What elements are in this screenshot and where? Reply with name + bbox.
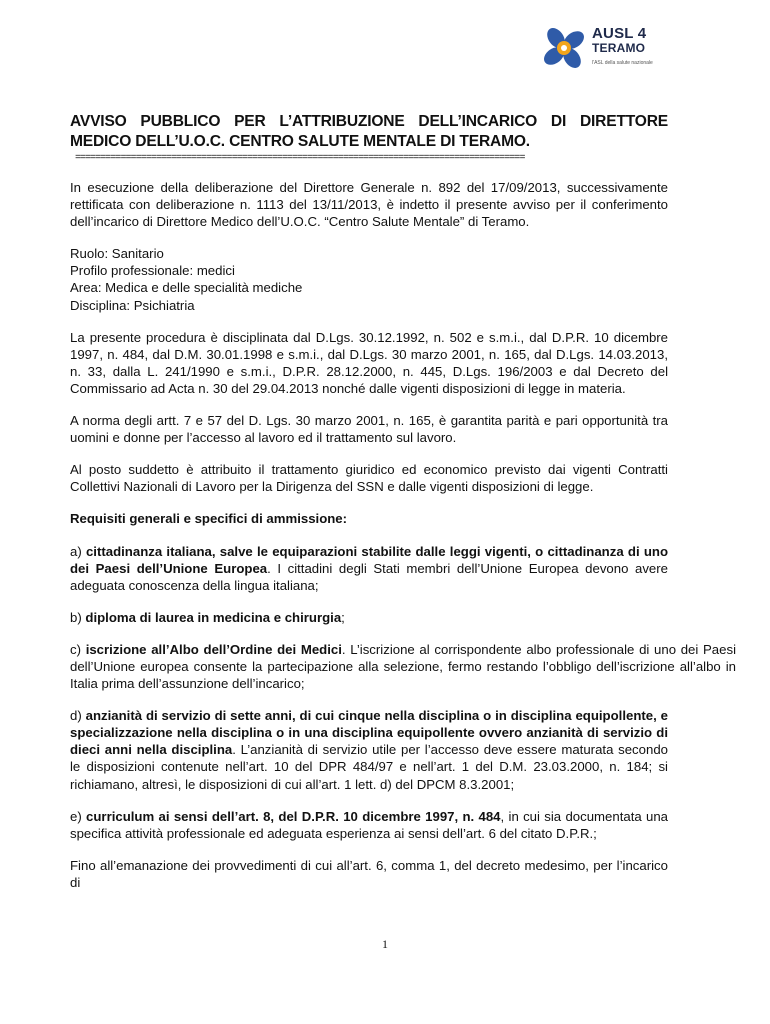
requirement-a: a) cittadinanza italiana, salve le equiparazioni stabilite dalle leggi vigenti, o cittadinanza di uno dei Paesi dell’Unione Europea. I cittadini degli Stati membri dell’Unione Europea devono avere adeguata conoscenza della lingua italiana;	[70, 543, 669, 593]
document-title: AVVISO PUBBLICO PER L’ATTRIBUZIONE DELL’INCARICO DI DIRETTORE MEDICO DELL’U.O.C. CENTRO SALUTE MENTALE DI TERAMO.	[70, 113, 668, 150]
requirements-heading: Requisiti generali e specifici di ammissione:	[70, 511, 348, 527]
separator-line: =========================================================================================	[75, 153, 525, 164]
logo-city: TERAMO	[592, 41, 646, 55]
requirement-d: d) anzianità di servizio di sette anni, di cui cinque nella disciplina o in disciplina equipollente, e specializzazione nella disciplina o in una disciplina equipollente ovvero anzianità di servizio di dieci anni nella disciplina. L’anzianità di servizio utile per l’accesso deve essere maturata secondo le disposizioni contenute nell’art. 10 del DPR 484/97 e nell’art. 1 del D.M. 23.03.2000, n. 184; si richiamano, altresì, le disposizioni di cui all’art. 1 lett. d) del DPCM 8.3.2001;	[70, 708, 669, 792]
role-area: Area: Medica e delle specialità mediche	[70, 280, 303, 296]
logo-tagline: l'ASL della salute nazionale	[592, 60, 653, 66]
role-profilo: Profilo professionale: medici	[70, 263, 235, 279]
page-number: 1	[382, 937, 388, 951]
requirement-b: b) diploma di laurea in medicina e chirurgia;	[70, 609, 345, 625]
intro-paragraph: In esecuzione della deliberazione del Direttore Generale n. 892 del 17/09/2013, successivamente rettificata con deliberazione n. 1113 del 13/11/2013, è indetto il presente avviso per il conferimento dell’incarico di Direttore Medico dell’U.O.C. “Centro Salute Mentale” di Teramo.	[70, 180, 668, 230]
closing-paragraph: Fino all’emanazione dei provvedimenti di cui all’art. 6, comma 1, del decreto medesimo, per l’incarico di	[70, 857, 668, 890]
procedure-paragraph: La presente procedura è disciplinata dal D.Lgs. 30.12.1992, n. 502 e s.m.i., dal D.P.R. 10 dicembre 1997, n. 484, dal D.M. 30.01.1998 e s.m.i., dal D.Lgs. 30 marzo 2001, n. 165, dal D.Lgs. 14.03.2013, n. 33, dalla L. 241/1990 e s.m.i., D.P.R. 28.12.2000, n. 445, D.Lgs. 196/2003 e dal Decreto del Commissario ad Acta n. 30 del 29.04.2013 nonché dalle vigenti disposizioni di legge in materia.	[70, 329, 668, 396]
logo-name: AUSL 4	[592, 25, 647, 42]
ausl-logo	[538, 22, 653, 74]
role-disciplina: Disciplina: Psichiatria	[70, 297, 195, 313]
requirement-c: c) iscrizione all’Albo dell’Ordine dei Medici. L’iscrizione al corrispondente albo professionale di uno dei Paesi dell’Unione europea consente la partecipazione alla selezione, fermo restando l’obbligo dell’iscrizione all’albo in Italia prima dell’assunzione dell’incarico;	[70, 641, 737, 692]
ausl-pinwheel-icon	[538, 22, 590, 74]
treatment-paragraph: Al posto suddetto è attribuito il trattamento giuridico ed economico previsto dai vigenti Contratti Collettivi Nazionali di Lavoro per la Dirigenza del SSN e dalle vigenti disposizioni di legge.	[70, 462, 668, 495]
role-ruolo: Ruolo: Sanitario	[70, 246, 164, 262]
role-block	[70, 245, 668, 313]
document-body	[70, 112, 737, 891]
parity-paragraph: A norma degli artt. 7 e 57 del D. Lgs. 30 marzo 2001, n. 165, è garantita parità e pari opportunità tra uomini e donne per l’accesso al lavoro ed il trattamento sul lavoro.	[70, 413, 668, 446]
requirement-e: e) curriculum ai sensi dell’art. 8, del D.P.R. 10 dicembre 1997, n. 484, in cui sia documentata una specifica attività professionale ed adeguata esperienza ai sensi dell’art. 6 del citato D.P.R.;	[70, 808, 669, 841]
